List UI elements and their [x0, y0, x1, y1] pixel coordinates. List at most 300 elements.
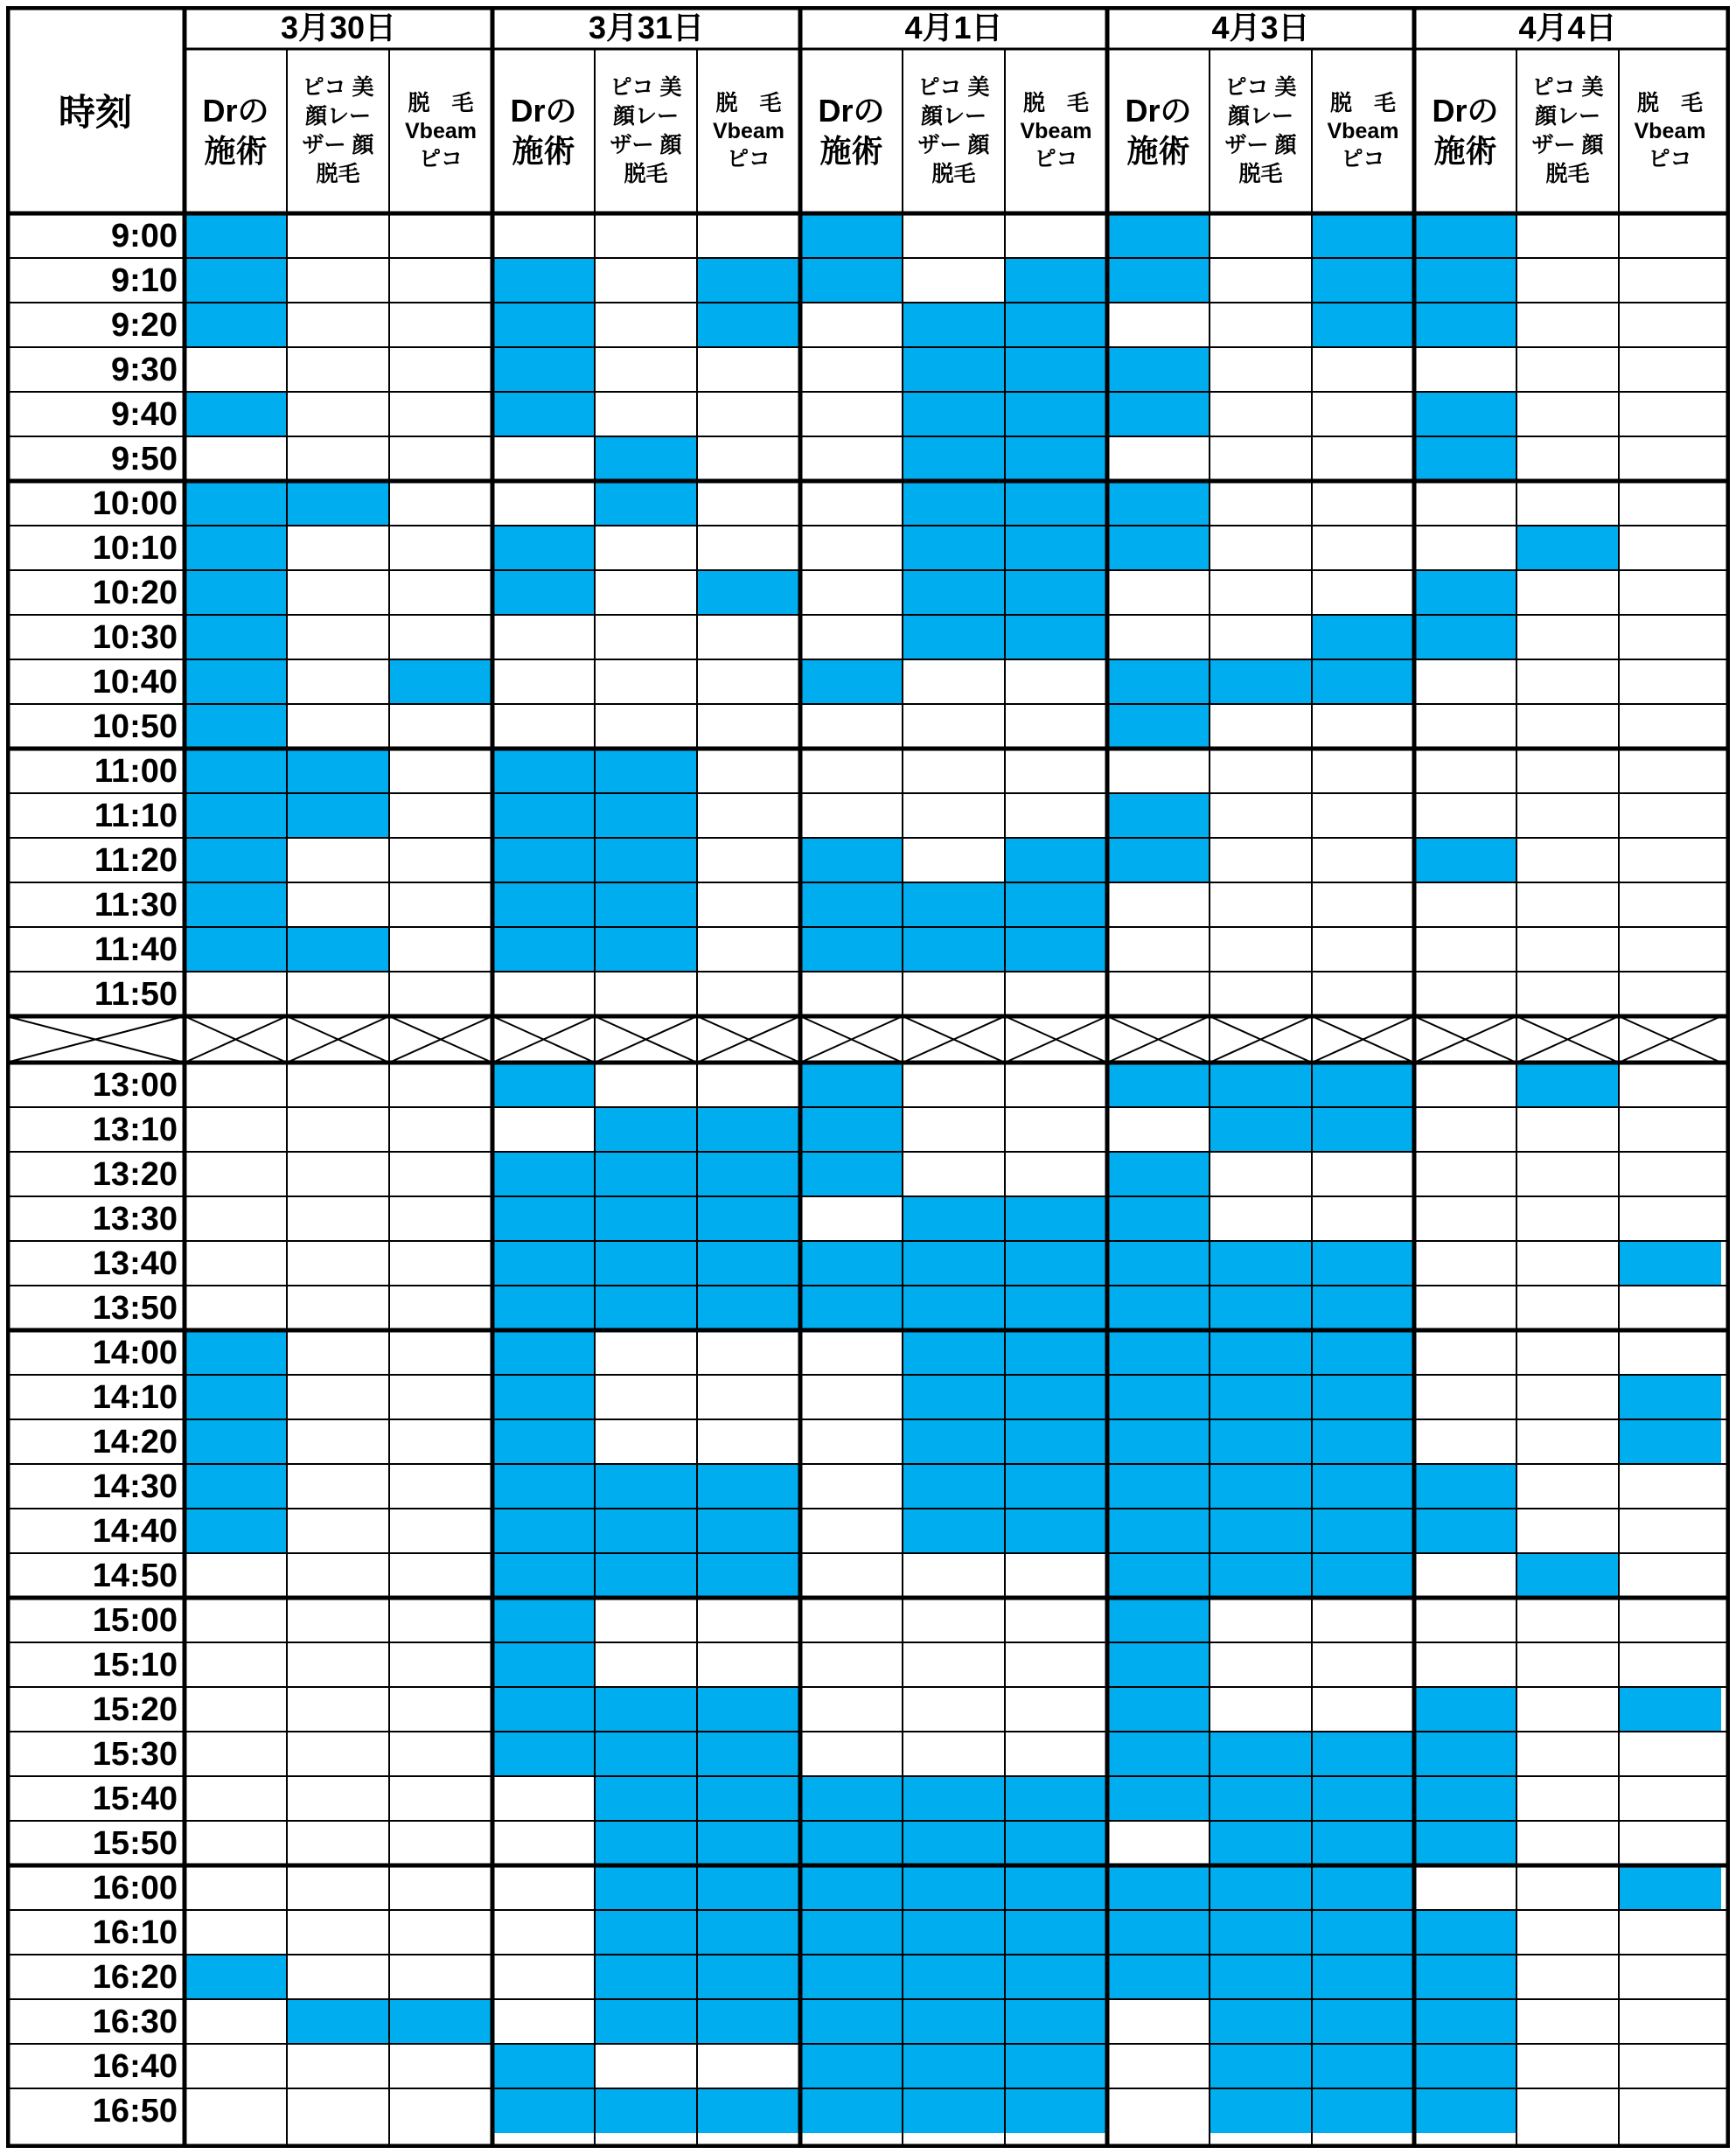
time-slot-label: 11:30 — [94, 887, 178, 924]
booked-slot — [1414, 1509, 1516, 1553]
column-header-line: ザー 顔 — [302, 133, 374, 157]
booked-slot — [1414, 1821, 1516, 1865]
booked-slot — [492, 927, 595, 972]
booked-slot — [800, 2044, 903, 2088]
booked-slot — [185, 1464, 287, 1509]
booked-slot — [1312, 1553, 1414, 1598]
booked-slot — [1210, 1509, 1312, 1553]
booked-slot — [903, 570, 1005, 615]
pico-laser-column-header — [1516, 49, 1619, 213]
time-slot-label: 11:40 — [94, 931, 178, 968]
booked-slot — [287, 927, 389, 972]
booked-slot — [1312, 1999, 1414, 2044]
booked-slot — [697, 1509, 800, 1553]
booked-slot — [1107, 1955, 1210, 1999]
time-slot-label: 11:20 — [94, 842, 178, 879]
booked-slot — [697, 1286, 800, 1330]
booked-slot — [1516, 1553, 1619, 1598]
booked-slot — [800, 1865, 903, 1910]
column-header-line: 脱毛 — [1545, 162, 1590, 186]
booked-slot — [185, 882, 287, 927]
time-slot-label: 13:20 — [92, 1156, 178, 1193]
booked-slot — [800, 258, 903, 303]
booked-slot — [1414, 615, 1516, 659]
booked-slot — [1107, 1464, 1210, 1509]
booked-slot — [1414, 1955, 1516, 1999]
column-header-line: 施術 — [819, 133, 883, 169]
booked-slot — [1005, 258, 1107, 303]
time-slot-label: 9:00 — [110, 218, 178, 254]
booked-slot — [1414, 1910, 1516, 1955]
column-header-line: 施術 — [1126, 133, 1190, 169]
booked-slot — [1312, 1821, 1414, 1865]
date-header: 3月30日 — [280, 10, 397, 45]
booked-slot — [595, 882, 697, 927]
booked-slot — [1005, 2044, 1107, 2088]
booked-slot — [287, 749, 389, 793]
booked-slot — [1005, 392, 1107, 436]
booked-slot — [1210, 1955, 1312, 1999]
booked-slot — [800, 927, 903, 972]
booked-slot — [595, 1286, 697, 1330]
booked-slot — [595, 1821, 697, 1865]
dr-treatment-column-header — [1107, 49, 1210, 213]
booked-slot — [903, 1910, 1005, 1955]
column-header-line: ザー 顔 — [610, 133, 682, 157]
booked-slot — [1210, 1999, 1312, 2044]
booked-slot — [903, 347, 1005, 392]
column-header-line: 脱 毛 — [1022, 91, 1089, 115]
booked-slot — [185, 1330, 287, 1375]
booked-slot — [697, 1955, 800, 1999]
booked-slot — [1107, 1732, 1210, 1776]
booked-slot — [1619, 1865, 1721, 1910]
booked-slot — [185, 481, 287, 526]
date-header: 4月3日 — [1211, 10, 1310, 45]
booked-slot — [903, 303, 1005, 347]
time-slot-label: 14:40 — [92, 1513, 178, 1550]
booked-slot — [1210, 1464, 1312, 1509]
booked-slot — [1107, 838, 1210, 882]
booked-slot — [1210, 1063, 1312, 1107]
column-header-line: 脱毛 — [316, 162, 360, 186]
booked-slot — [287, 1999, 389, 2044]
booked-slot — [1005, 1999, 1107, 2044]
column-header-line: ピコ — [418, 147, 463, 171]
booked-slot — [903, 1776, 1005, 1821]
pico-laser-column-header — [903, 49, 1005, 213]
column-header-line: ピコ — [1341, 147, 1385, 171]
booked-slot — [595, 2088, 697, 2133]
booked-slot — [1107, 1910, 1210, 1955]
booked-slot — [1005, 1241, 1107, 1286]
booked-slot — [903, 436, 1005, 481]
booked-slot — [1210, 2088, 1312, 2133]
column-header-line: 脱毛 — [624, 162, 668, 186]
booked-slot — [185, 1955, 287, 1999]
booked-slot — [1107, 1196, 1210, 1241]
column-header-line: 施術 — [204, 133, 268, 169]
booked-slot — [697, 258, 800, 303]
booked-slot — [903, 615, 1005, 659]
time-slot-label: 15:20 — [92, 1691, 178, 1728]
booked-slot — [1005, 927, 1107, 972]
booked-slot — [595, 1999, 697, 2044]
booked-slot — [903, 2044, 1005, 2088]
schedule-grid — [6, 6, 1730, 2148]
booked-slot — [492, 1553, 595, 1598]
time-slot-label: 9:20 — [110, 307, 178, 344]
time-slot-label: 14:10 — [92, 1379, 178, 1416]
booked-slot — [185, 570, 287, 615]
booked-slot — [903, 1999, 1005, 2044]
time-slot-label: 14:20 — [92, 1424, 178, 1460]
booked-slot — [1312, 303, 1414, 347]
booked-slot — [1107, 659, 1210, 704]
time-slot-label: 10:50 — [92, 708, 178, 745]
booked-slot — [1312, 1955, 1414, 1999]
column-header-line: 顔レー — [304, 104, 371, 129]
column-header-line: Drの — [202, 93, 269, 129]
booked-slot — [595, 1910, 697, 1955]
pico-laser-column-header — [287, 49, 389, 213]
booked-slot — [595, 1196, 697, 1241]
hair-removal-vbeam-column-header — [697, 49, 800, 213]
booked-slot — [1414, 2088, 1516, 2133]
booked-slot — [1414, 213, 1516, 258]
booked-slot — [492, 1509, 595, 1553]
booked-slot — [903, 1286, 1005, 1330]
booked-slot — [1107, 793, 1210, 838]
column-header-line: ザー 顔 — [1224, 133, 1297, 157]
booked-slot — [185, 927, 287, 972]
booked-slot — [903, 882, 1005, 927]
booked-slot — [697, 2088, 800, 2133]
booked-slot — [1312, 1107, 1414, 1152]
booked-slot — [1005, 1910, 1107, 1955]
booked-slot — [185, 1375, 287, 1419]
booked-slot — [1107, 1687, 1210, 1732]
booked-slot — [1107, 258, 1210, 303]
booked-slot — [1210, 659, 1312, 704]
booked-slot — [595, 749, 697, 793]
column-header-line: Drの — [1125, 93, 1192, 129]
booked-slot — [1107, 1286, 1210, 1330]
time-slot-label: 10:10 — [92, 530, 178, 567]
booked-slot — [1107, 1776, 1210, 1821]
column-header-line: 顔レー — [612, 104, 679, 129]
column-header-line: 脱 毛 — [1329, 91, 1396, 115]
booked-slot — [903, 1330, 1005, 1375]
time-slot-label: 11:10 — [94, 798, 178, 834]
booked-slot — [1107, 392, 1210, 436]
booked-slot — [1107, 1241, 1210, 1286]
booked-slot — [1210, 2044, 1312, 2088]
booked-slot — [185, 659, 287, 704]
time-slot-label: 13:40 — [92, 1245, 178, 1282]
booked-slot — [903, 1821, 1005, 1865]
column-header-line: 顔レー — [920, 104, 987, 129]
time-slot-label: 16:30 — [92, 2004, 178, 2040]
booked-slot — [1005, 1509, 1107, 1553]
booked-slot — [1005, 1865, 1107, 1910]
booked-slot — [492, 1464, 595, 1509]
column-header-line: 顔レー — [1227, 104, 1293, 129]
reservation-schedule-table — [6, 6, 1730, 2148]
booked-slot — [492, 1732, 595, 1776]
booked-slot — [1005, 481, 1107, 526]
booked-slot — [1619, 1419, 1721, 1464]
column-header-line: ピコ — [1034, 147, 1078, 171]
booked-slot — [492, 1687, 595, 1732]
booked-slot — [697, 1910, 800, 1955]
booked-slot — [1312, 258, 1414, 303]
time-slot-label: 14:30 — [92, 1468, 178, 1505]
booked-slot — [492, 1286, 595, 1330]
booked-slot — [492, 1375, 595, 1419]
booked-slot — [492, 258, 595, 303]
booked-slot — [492, 1642, 595, 1687]
booked-slot — [1312, 2088, 1414, 2133]
booked-slot — [492, 526, 595, 570]
booked-slot — [492, 1196, 595, 1241]
booked-slot — [1414, 392, 1516, 436]
time-slot-label: 16:00 — [92, 1870, 178, 1907]
booked-slot — [903, 1955, 1005, 1999]
booked-slot — [697, 1999, 800, 2044]
booked-slot — [903, 1375, 1005, 1419]
booked-slot — [1107, 347, 1210, 392]
column-header-line: ピコ 美 — [1531, 75, 1604, 100]
booked-slot — [800, 1286, 903, 1330]
booked-slot — [492, 1241, 595, 1286]
time-slot-label: 11:00 — [94, 753, 178, 790]
booked-slot — [492, 838, 595, 882]
booked-slot — [1312, 1330, 1414, 1375]
booked-slot — [1414, 303, 1516, 347]
booked-slot — [1005, 1776, 1107, 1821]
column-header-line: Vbeam — [1020, 119, 1092, 143]
booked-slot — [697, 1553, 800, 1598]
booked-slot — [287, 481, 389, 526]
booked-slot — [1107, 526, 1210, 570]
date-header: 3月31日 — [588, 10, 705, 45]
time-slot-label: 9:50 — [110, 441, 178, 478]
hair-removal-vbeam-column-header — [1005, 49, 1107, 213]
booked-slot — [185, 303, 287, 347]
booked-slot — [1005, 1419, 1107, 1464]
booked-slot — [1312, 1509, 1414, 1553]
booked-slot — [595, 1687, 697, 1732]
column-header-line: ピコ — [1648, 147, 1692, 171]
booked-slot — [1005, 1375, 1107, 1419]
booked-slot — [903, 2088, 1005, 2133]
booked-slot — [1107, 481, 1210, 526]
booked-slot — [1312, 1286, 1414, 1330]
booked-slot — [1210, 1553, 1312, 1598]
booked-slot — [595, 838, 697, 882]
time-slot-label: 9:40 — [110, 396, 178, 433]
booked-slot — [185, 793, 287, 838]
booked-slot — [800, 659, 903, 704]
booked-slot — [1005, 303, 1107, 347]
booked-slot — [1107, 1598, 1210, 1642]
booked-slot — [287, 793, 389, 838]
booked-slot — [492, 1330, 595, 1375]
time-slot-label: 15:30 — [92, 1736, 178, 1773]
column-header-line: Vbeam — [405, 119, 477, 143]
date-header: 4月1日 — [904, 10, 1003, 45]
column-header-line: ザー 顔 — [917, 133, 990, 157]
booked-slot — [1210, 1776, 1312, 1821]
booked-slot — [492, 749, 595, 793]
booked-slot — [595, 1107, 697, 1152]
column-header-line: Drの — [510, 93, 577, 129]
booked-slot — [697, 1821, 800, 1865]
booked-slot — [185, 749, 287, 793]
dr-treatment-column-header — [1414, 49, 1516, 213]
booked-slot — [595, 1464, 697, 1509]
booked-slot — [1414, 436, 1516, 481]
column-header-line: Vbeam — [1327, 119, 1399, 143]
booked-slot — [595, 1553, 697, 1598]
time-slot-label: 16:50 — [92, 2093, 178, 2130]
booked-slot — [595, 1152, 697, 1196]
time-slot-label: 10:20 — [92, 575, 178, 611]
booked-slot — [697, 1732, 800, 1776]
booked-slot — [1005, 526, 1107, 570]
booked-slot — [595, 436, 697, 481]
column-header-line: 脱 毛 — [408, 91, 474, 115]
booked-slot — [1107, 1152, 1210, 1196]
booked-slot — [697, 1687, 800, 1732]
column-header-line: Drの — [1432, 93, 1499, 129]
booked-slot — [697, 570, 800, 615]
booked-slot — [1312, 1241, 1414, 1286]
booked-slot — [1619, 1687, 1721, 1732]
booked-slot — [903, 1865, 1005, 1910]
booked-slot — [185, 1419, 287, 1464]
booked-slot — [492, 570, 595, 615]
time-slot-label: 9:30 — [110, 352, 178, 388]
booked-slot — [389, 659, 492, 704]
booked-slot — [185, 615, 287, 659]
booked-slot — [697, 1107, 800, 1152]
booked-slot — [697, 1152, 800, 1196]
column-header-line: 顔レー — [1534, 104, 1600, 129]
time-slot-label: 10:00 — [92, 485, 178, 522]
booked-slot — [1619, 1375, 1721, 1419]
booked-slot — [1210, 1865, 1312, 1910]
booked-slot — [595, 1732, 697, 1776]
column-header-line: Vbeam — [1634, 119, 1706, 143]
booked-slot — [800, 1821, 903, 1865]
booked-slot — [1005, 838, 1107, 882]
booked-slot — [1005, 882, 1107, 927]
booked-slot — [1414, 1464, 1516, 1509]
booked-slot — [800, 838, 903, 882]
booked-slot — [903, 392, 1005, 436]
booked-slot — [1210, 1732, 1312, 1776]
booked-slot — [1005, 570, 1107, 615]
hair-removal-vbeam-column-header — [1619, 49, 1721, 213]
booked-slot — [697, 1464, 800, 1509]
booked-slot — [492, 392, 595, 436]
time-slot-label: 15:40 — [92, 1781, 178, 1817]
booked-slot — [1210, 1241, 1312, 1286]
booked-slot — [800, 1152, 903, 1196]
booked-slot — [492, 1063, 595, 1107]
column-header-line: ピコ 美 — [917, 75, 990, 100]
booked-slot — [1312, 2044, 1414, 2088]
booked-slot — [903, 1196, 1005, 1241]
booked-slot — [1107, 1375, 1210, 1419]
column-header-line: 施術 — [512, 133, 575, 169]
booked-slot — [1312, 1464, 1414, 1509]
booked-slot — [1312, 1063, 1414, 1107]
column-header-line: Vbeam — [713, 119, 784, 143]
booked-slot — [1210, 1286, 1312, 1330]
booked-slot — [1619, 1241, 1721, 1286]
booked-slot — [1005, 1330, 1107, 1375]
booked-slot — [595, 793, 697, 838]
booked-slot — [1107, 704, 1210, 749]
booked-slot — [595, 1955, 697, 1999]
time-slot-label: 16:40 — [92, 2048, 178, 2085]
booked-slot — [492, 1598, 595, 1642]
column-header-line: 脱 毛 — [1636, 91, 1703, 115]
booked-slot — [1414, 838, 1516, 882]
booked-slot — [1107, 1865, 1210, 1910]
column-header-line: 施術 — [1433, 133, 1497, 169]
booked-slot — [903, 1241, 1005, 1286]
booked-slot — [185, 213, 287, 258]
booked-slot — [1414, 258, 1516, 303]
booked-slot — [800, 1999, 903, 2044]
time-column-header: 時刻 — [58, 91, 132, 133]
booked-slot — [903, 927, 1005, 972]
booked-slot — [1210, 1375, 1312, 1419]
booked-slot — [800, 1241, 903, 1286]
booked-slot — [1414, 570, 1516, 615]
booked-slot — [185, 1509, 287, 1553]
booked-slot — [595, 1776, 697, 1821]
booked-slot — [800, 882, 903, 927]
booked-slot — [697, 1241, 800, 1286]
booked-slot — [1005, 1955, 1107, 1999]
time-slot-label: 14:50 — [92, 1558, 178, 1594]
booked-slot — [1005, 1286, 1107, 1330]
booked-slot — [492, 1419, 595, 1464]
time-slot-label: 13:50 — [92, 1290, 178, 1327]
booked-slot — [595, 927, 697, 972]
column-header-line: ピコ 美 — [610, 75, 682, 100]
booked-slot — [185, 704, 287, 749]
booked-slot — [1107, 1642, 1210, 1687]
booked-slot — [492, 2088, 595, 2133]
booked-slot — [1312, 213, 1414, 258]
booked-slot — [1516, 1063, 1619, 1107]
time-slot-label: 15:10 — [92, 1647, 178, 1683]
column-header-line: ピコ — [726, 147, 770, 171]
booked-slot — [800, 213, 903, 258]
booked-slot — [1107, 1063, 1210, 1107]
booked-slot — [595, 481, 697, 526]
column-header-line: Drの — [818, 93, 885, 129]
booked-slot — [185, 526, 287, 570]
booked-slot — [800, 2088, 903, 2133]
time-slot-label: 10:40 — [92, 664, 178, 701]
